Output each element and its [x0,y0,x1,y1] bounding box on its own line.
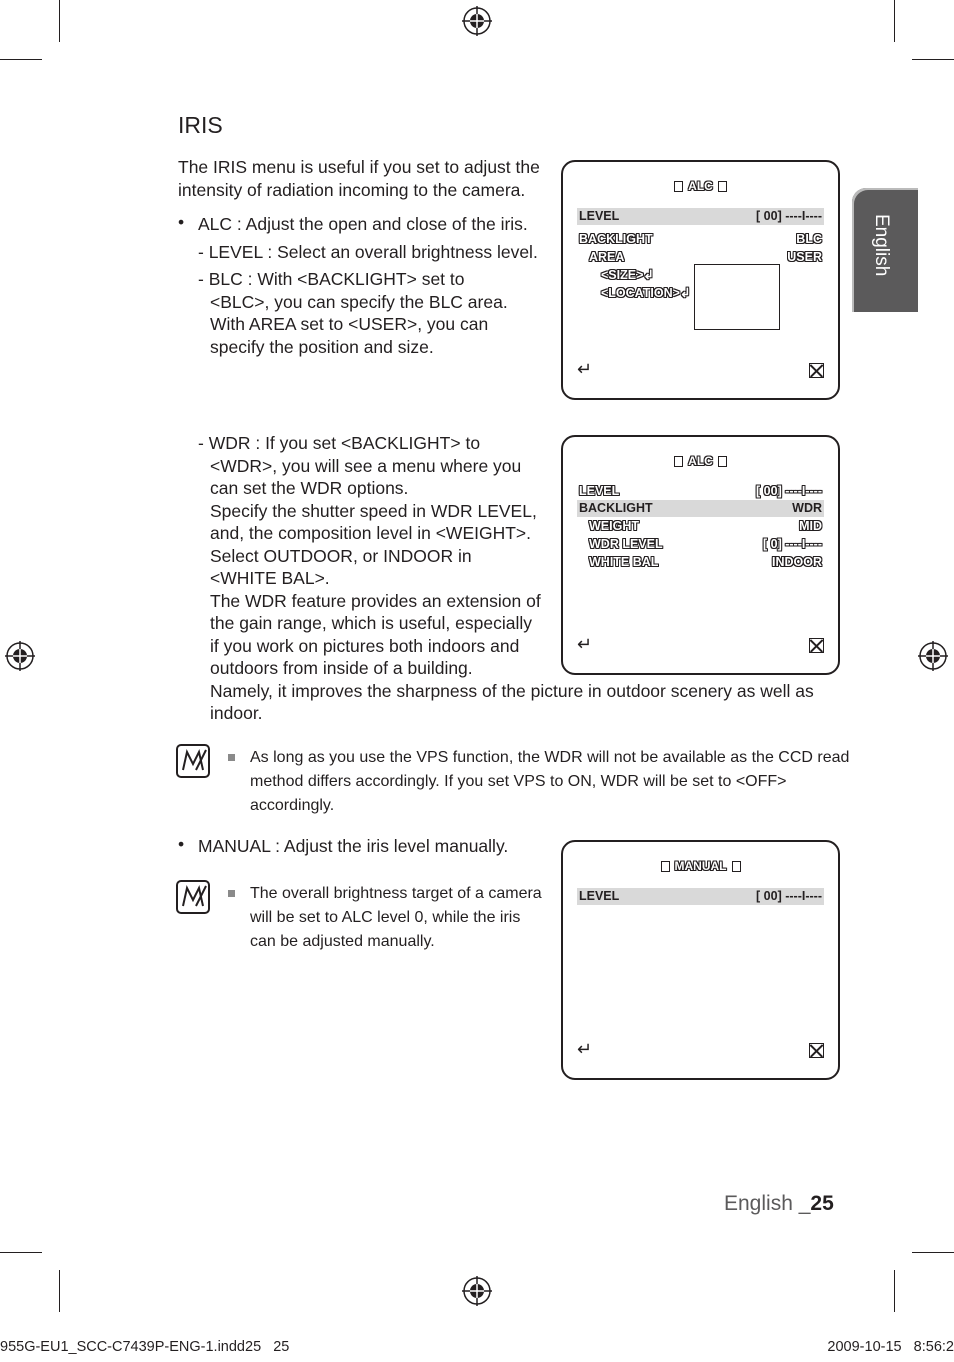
alc-line: ALC : Adjust the open and close of the iris. [198,214,528,234]
text-span: < [210,568,221,588]
return-icon: ↵ [577,359,593,379]
row-label: <LOCATION>↲ [601,286,691,300]
text-span: >, you will see a menu where you [262,455,522,476]
note-line: As long as you use the VPS function, the WDR will not be available as the CCD read [250,749,850,766]
screen-title [563,859,838,873]
row-label: WDR LEVEL [589,537,663,551]
text-span: - BLC : With < [198,269,308,289]
text-span: >. [515,523,532,543]
intro-line: intensity of radiation incoming to the camera. [178,179,526,200]
print-file-info: 955G-EU1_SCC-C7439P-ENG-1.indd25 25 [0,1339,290,1355]
menu-row-backlight [577,231,824,248]
row-value: [ 00] ----I---- [756,209,822,223]
wdr-line: Specify the shutter speed in WDR LEVEL, [210,500,537,521]
text-span: - WDR : If you set < [198,433,352,453]
blc-line [198,313,508,336]
wdr-line: outdoors from inside of a building. [210,658,473,678]
row-value: BLC [796,232,822,246]
screen-title [563,454,838,468]
keyword: BACKLIGHT [307,269,407,289]
wdr-line: can set the WDR options. [210,478,409,498]
bracket-icon [674,181,683,192]
wdr-line: The WDR feature provides an extension of [210,590,541,611]
row-label: LEVEL [579,484,620,498]
note-line: will be set to ALC level 0, while the iris [250,909,521,926]
wdr-line: if you work on pictures both indoors and [210,635,520,656]
row-label: WHITE BAL [589,555,659,569]
row-value: [ 00] ----I---- [756,889,822,903]
blc-line [198,268,508,291]
section-heading: IRIS [178,112,223,138]
registration-mark-icon [918,641,948,671]
bracket-icon [732,861,741,872]
page-number-value: 25 [810,1192,834,1215]
bracket-icon [674,456,683,467]
text-span: >. [314,568,330,588]
crop-mark [59,0,60,42]
row-value: WDR [792,501,822,515]
menu-row-backlight [577,500,824,517]
row-value: MID [799,519,822,533]
return-icon: ↵ [577,1039,593,1059]
alc-level-line: - LEVEL : Select an overall brightness level. [198,242,538,262]
keyword: OFF [745,773,778,790]
bullet-icon: • [178,834,185,854]
note-vps [250,746,849,818]
text-span: >, you can [406,314,489,334]
note-icon [176,880,210,914]
blc-line [198,336,508,359]
screen-title-text: ALC [688,179,713,193]
close-icon [809,638,824,653]
row-value: USER [787,250,822,264]
crop-mark [894,0,895,42]
registration-mark-icon [462,6,492,36]
intro-line: The IRIS menu is useful if you set to adjust the [178,157,540,177]
text-span: >, you can specify the BLC area. [254,291,508,312]
blc-area-box [694,264,780,330]
menu-row-level [577,888,824,905]
row-value: INDOOR [772,555,822,569]
keyword: BACKLIGHT [351,433,451,453]
text-span: specify the position and size. [210,336,434,357]
crop-mark [0,1252,42,1253]
blc-line [198,291,508,314]
wdr-line: indoor. [210,703,263,723]
bracket-icon [718,456,727,467]
wdr-line: Namely, it improves the sharpness of the picture in outdoor scenery as well as [210,680,814,701]
note-manual [250,882,542,954]
row-label: <SIZE>↲ [601,268,654,282]
note-line: The overall brightness target of a camera [250,885,542,902]
note-bullet [228,754,235,761]
row-value: [ 0] ----I---- [763,537,822,551]
bracket-icon [661,861,670,872]
screen-title [563,179,838,193]
wdr-line: Select OUTDOOR, or INDOOR in [210,545,472,566]
row-value: [ 00] ----I---- [756,484,822,498]
text-span: > set to [406,269,465,289]
manual-line: MANUAL : Adjust the iris level manually. [198,836,509,856]
row-label: AREA [589,250,625,264]
text-span: > [777,773,787,790]
return-icon: ↵ [577,634,593,654]
keyword: USER [358,314,407,334]
menu-row-weight [577,518,824,535]
text-span: > to [450,433,481,453]
text-span: and, the composition level in < [210,523,446,543]
keyword: WDR [220,455,263,476]
note-bullet [228,890,235,897]
close-icon [809,1043,824,1058]
language-side-tab [852,188,918,312]
page-number [724,1192,834,1216]
row-label: WEIGHT [589,519,639,533]
close-icon [809,363,824,378]
crop-mark [0,59,42,60]
note-line [250,770,849,794]
wdr-line: the gain range, which is useful, especially [210,613,532,633]
row-label: LEVEL [579,209,620,223]
osd-screen-manual [561,840,840,1080]
row-label: LEVEL [579,889,620,903]
crop-mark [59,1270,60,1312]
keyword: BLC [220,291,255,312]
menu-row-white-bal [577,554,824,571]
intro-paragraph [178,156,540,201]
note-line: accordingly. [250,797,335,814]
menu-row-level [577,483,824,500]
registration-mark-icon [5,641,35,671]
side-tab-label: English [871,214,892,277]
menu-row-level [577,208,824,225]
note-icon [176,744,210,778]
crop-mark [912,1252,954,1253]
text-span: < [210,291,221,312]
row-label: BACKLIGHT [579,501,653,515]
row-label: BACKLIGHT [579,232,653,246]
print-timestamp: 2009-10-15 8:56:2 [827,1339,954,1355]
osd-screen-alc-blc [561,160,840,400]
text-span: method differs accordingly. If you set VPS to ON, WDR will be set to < [250,773,746,790]
screen-title-text: ALC [688,454,713,468]
text-span: < [210,455,221,476]
note-line: can be adjusted manually. [250,933,435,950]
keyword: WHITE BAL [220,568,315,588]
alc-blc-paragraph [198,268,508,358]
crop-mark [894,1270,895,1312]
bracket-icon [718,181,727,192]
screen-title-text: MANUAL [674,859,727,873]
menu-row-wdr-level [577,536,824,553]
crop-mark [912,59,954,60]
registration-mark-icon [462,1276,492,1306]
osd-screen-alc-wdr [561,435,840,675]
bullet-icon: • [178,212,185,232]
text-span: With AREA set to < [210,314,359,334]
page-prefix: English _ [724,1192,811,1215]
keyword: WEIGHT [445,523,516,543]
